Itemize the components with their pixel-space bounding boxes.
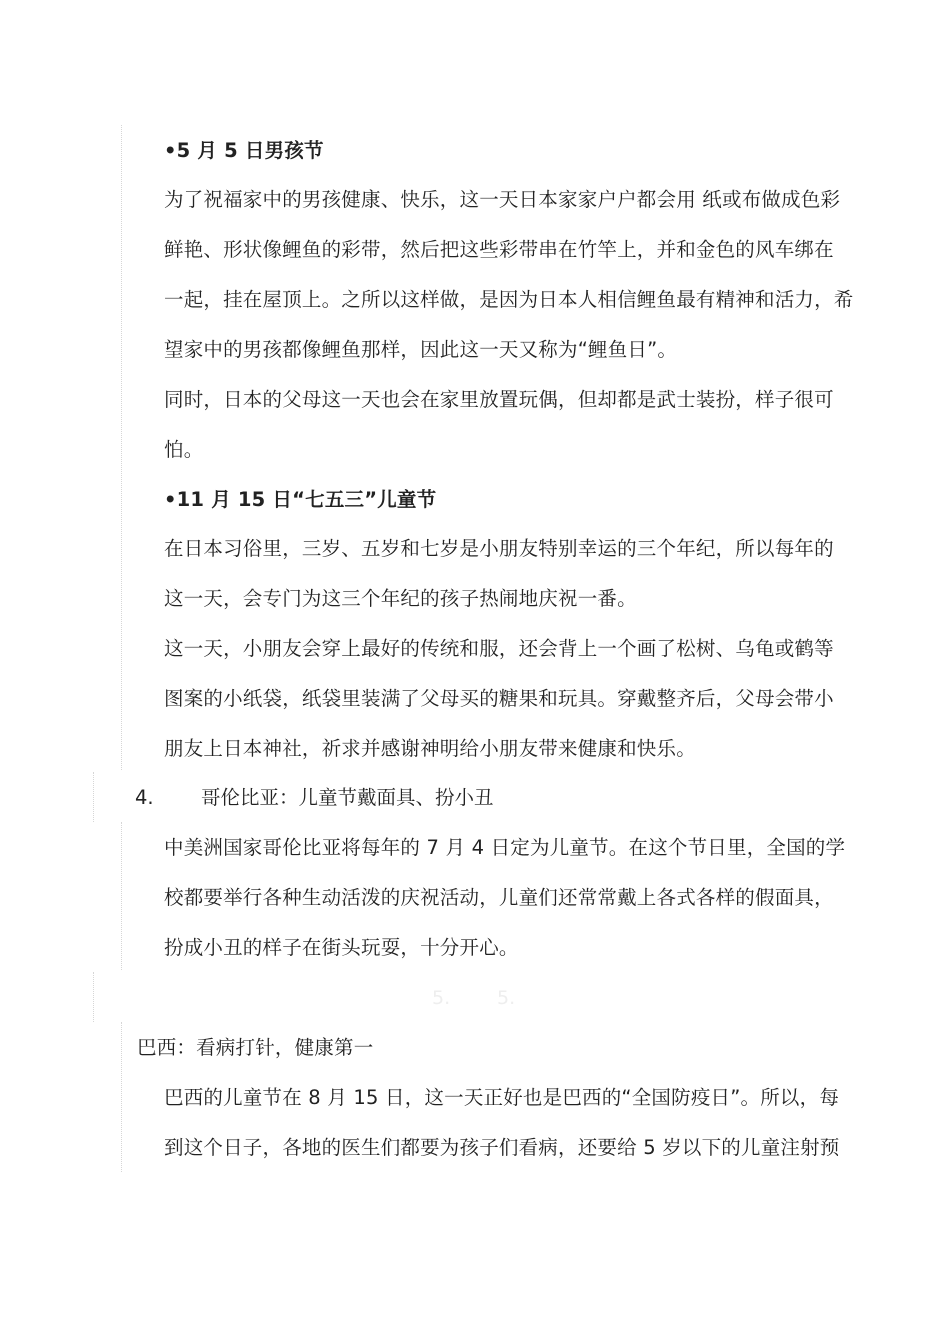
paragraph-line: 朋友上日本神社，祈求并感谢神明给小朋友带来健康和快乐。 (164, 737, 696, 760)
margin-rule (121, 125, 122, 770)
paragraph-line: 到这个日子，各地的医生们都要为孩子们看病，还要给 5 岁以下的儿童注射预 (164, 1136, 840, 1159)
paragraph-line: 一起，挂在屋顶上。之所以这样做，是因为日本人相信鲤鱼最有精神和活力，希 (164, 288, 854, 311)
margin-rule (93, 772, 94, 822)
paragraph-line: 校都要举行各种生动活泼的庆祝活动，儿童们还常常戴上各式各样的假面具， (164, 886, 834, 909)
list-number: 4. (135, 786, 154, 809)
paragraph-line: 鲜艳、形状像鲤鱼的彩带，然后把这些彩带串在竹竿上，并和金色的风车绑在 (164, 238, 834, 261)
section-title-colombia: 哥伦比亚：儿童节戴面具、扮小丑 (201, 786, 494, 809)
paragraph-line: 为了祝福家中的男孩健康、快乐，这一天日本家家户户都会用 纸或布做成色彩 (164, 188, 841, 211)
paragraph-line: 怕。 (164, 438, 204, 461)
paragraph-line: 图案的小纸袋，纸袋里装满了父母买的糖果和玩具。穿戴整齐后，父母会带小 (164, 687, 834, 710)
faint-list-number: 5. (432, 987, 451, 1009)
margin-rule (121, 1022, 122, 1172)
section-heading-shichigosan: •11 月 15 日“七五三”儿童节 (164, 488, 437, 511)
paragraph-line: 这一天，会专门为这三个年纪的孩子热闹地庆祝一番。 (164, 587, 637, 610)
paragraph-line: 这一天，小朋友会穿上最好的传统和服，还会背上一个画了松树、乌龟或鹤等 (164, 637, 834, 660)
margin-rule (93, 972, 94, 1022)
margin-rule (121, 822, 122, 970)
paragraph-line: 同时，日本的父母这一天也会在家里放置玩偶，但却都是武士装扮，样子很可 (164, 388, 834, 411)
paragraph-line: 中美洲国家哥伦比亚将每年的 7 月 4 日定为儿童节。在这个节日里，全国的学 (164, 836, 846, 859)
paragraph-line: 巴西的儿童节在 8 月 15 日，这一天正好也是巴西的“全国防疫日”。所以，每 (164, 1086, 840, 1109)
section-title-brazil: 巴西：看病打针，健康第一 (137, 1036, 374, 1059)
paragraph-line: 望家中的男孩都像鲤鱼那样，因此这一天又称为“鲤鱼日”。 (164, 338, 678, 361)
paragraph-line: 在日本习俗里，三岁、五岁和七岁是小朋友特别幸运的三个年纪，所以每年的 (164, 537, 834, 560)
section-heading-boys-day: •5 月 5 日男孩节 (164, 139, 324, 162)
faint-list-mark: 5. (497, 987, 516, 1009)
paragraph-line: 扮成小丑的样子在街头玩耍，十分开心。 (164, 936, 519, 959)
